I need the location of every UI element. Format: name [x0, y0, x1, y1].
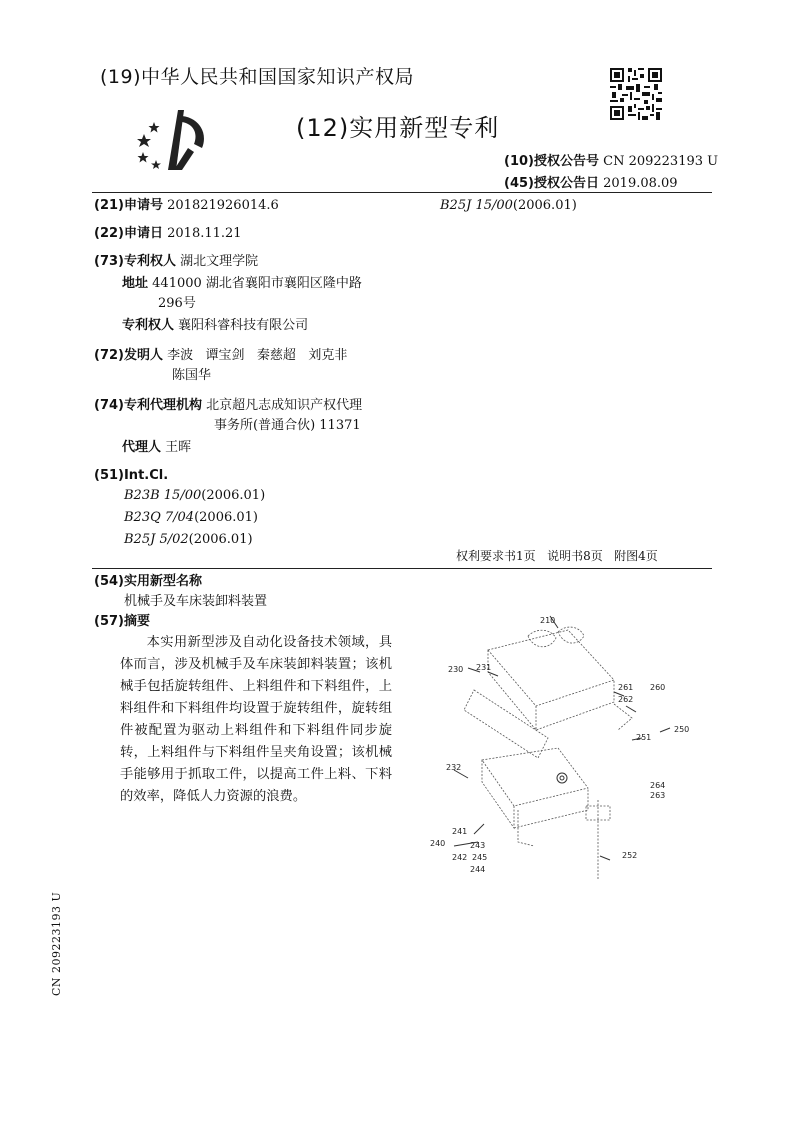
figure-label: 245: [472, 853, 488, 862]
agent: 王晖: [165, 440, 192, 455]
figure-label: 261: [618, 683, 634, 692]
ipc-main-classification: [440, 196, 577, 216]
figure-label: 252: [622, 851, 638, 860]
int-cl-version: (2006.01): [194, 510, 258, 525]
inventors-line-2: 陈国华: [172, 368, 212, 383]
publication-number-row: [504, 150, 718, 169]
int-cl-version: (2006.01): [188, 532, 253, 547]
figure-label: 264: [650, 781, 666, 790]
int-cl-label: [94, 466, 168, 486]
ipc-main-code: B25J 15/00: [440, 198, 513, 213]
application-date-label: (22)申请日: [94, 226, 163, 241]
patent-office-name: (19)中华人民共和国国家知识产权局: [100, 66, 415, 88]
address-row: [122, 274, 362, 294]
agency-label: (74)专利代理机构: [94, 398, 202, 413]
side-document-number: CN 209223193 U: [50, 891, 63, 996]
address-line-1: 441000 湖北省襄阳市襄阳区隆中路: [152, 276, 362, 291]
title-section-label: [94, 572, 202, 592]
inventors-label: (72)发明人: [94, 348, 163, 363]
cnipa-logo-icon: [134, 108, 214, 172]
figure-label: 243: [470, 841, 486, 850]
int-cl-code: B23Q 7/04: [124, 510, 195, 525]
application-number-row: [94, 196, 279, 216]
figure-label: 231: [476, 663, 492, 672]
int-cl-entry: [124, 508, 258, 528]
document-type-title: (12)实用新型专利: [296, 114, 500, 142]
figure-label: 251: [636, 733, 652, 742]
agent-row: [122, 438, 191, 458]
int-cl-version: (2006.01): [201, 488, 266, 503]
application-date-row: [94, 224, 242, 244]
figure-label: 210: [540, 616, 556, 625]
address-line-2: 296号: [158, 296, 196, 311]
patentee-2-label: 专利权人: [122, 318, 175, 333]
int-cl-code: B25J 5/02: [124, 532, 189, 547]
bottom-divider: [92, 568, 712, 569]
int-cl-code: B23B 15/00: [124, 488, 202, 503]
figure-label: 262: [618, 695, 634, 704]
agency-row: [94, 396, 362, 416]
application-number: 201821926014.6: [167, 198, 279, 213]
patentee-label: (73)专利权人: [94, 254, 176, 269]
publication-date: 2019.08.09: [603, 176, 678, 191]
patentee-2: 襄阳科睿科技有限公司: [178, 318, 309, 333]
top-divider: [92, 192, 712, 193]
int-cl-entry: [124, 486, 265, 506]
pages-summary: 权利要求书1页 说明书8页 附图4页: [456, 549, 658, 563]
inventors-line-1: 李波 谭宝剑 秦慈超 刘克非: [167, 348, 348, 363]
publication-number: CN 209223193 U: [603, 154, 719, 169]
figure-label: 242: [452, 853, 468, 862]
title-section-label-text: (54)实用新型名称: [94, 574, 202, 589]
abstract-label: [94, 612, 150, 632]
agency-line-1: 北京超凡志成知识产权代理: [206, 398, 363, 413]
abstract-text: 本实用新型涉及自动化设备技术领域，具体而言，涉及机械手及车床装卸料装置；该机械手包括旋转组件、上料组件和下料组件，上料组件和下料组件均设置于旋转组件，旋转组件被配置为驱动上料组件和下料组件同步旋转，上料组件与下料组件呈夹角设置；该机械手能够用于抓取工件，以提高工件上料、下料的效率，降低人力资源的浪费。: [120, 635, 392, 804]
abstract-label-text: (57)摘要: [94, 614, 150, 629]
figure-label: 263: [650, 791, 666, 800]
ipc-main-version: (2006.01): [512, 198, 577, 213]
figure-label: 250: [674, 725, 690, 734]
address-label: 地址: [122, 276, 149, 291]
utility-model-title: 机械手及车床装卸料装置: [124, 594, 268, 609]
figure-label: 230: [448, 665, 464, 674]
patentee-row: [94, 252, 258, 272]
figure-label: 241: [452, 827, 468, 836]
figure-label: 232: [446, 763, 462, 772]
figure-label: 244: [470, 865, 486, 874]
publication-date-label: (45)授权公告日: [504, 176, 599, 191]
application-number-label: (21)申请号: [94, 198, 163, 213]
abstract-figure: [418, 610, 708, 886]
publication-number-label: (10)授权公告号: [504, 154, 599, 169]
figure-label: 240: [430, 839, 446, 848]
agency-line-2: 事务所(普通合伙) 11371: [214, 418, 361, 433]
int-cl-label-text: (51)Int.Cl.: [94, 468, 169, 483]
publication-date-row: [504, 172, 678, 191]
inventors-row: [94, 346, 347, 366]
patentee: 湖北文理学院: [180, 254, 259, 269]
application-date: 2018.11.21: [167, 226, 242, 241]
agent-label: 代理人: [122, 440, 162, 455]
int-cl-entry: [124, 530, 253, 550]
qr-code-icon: [610, 68, 662, 120]
patentee-2-row: [122, 316, 308, 336]
figure-label: 260: [650, 683, 666, 692]
